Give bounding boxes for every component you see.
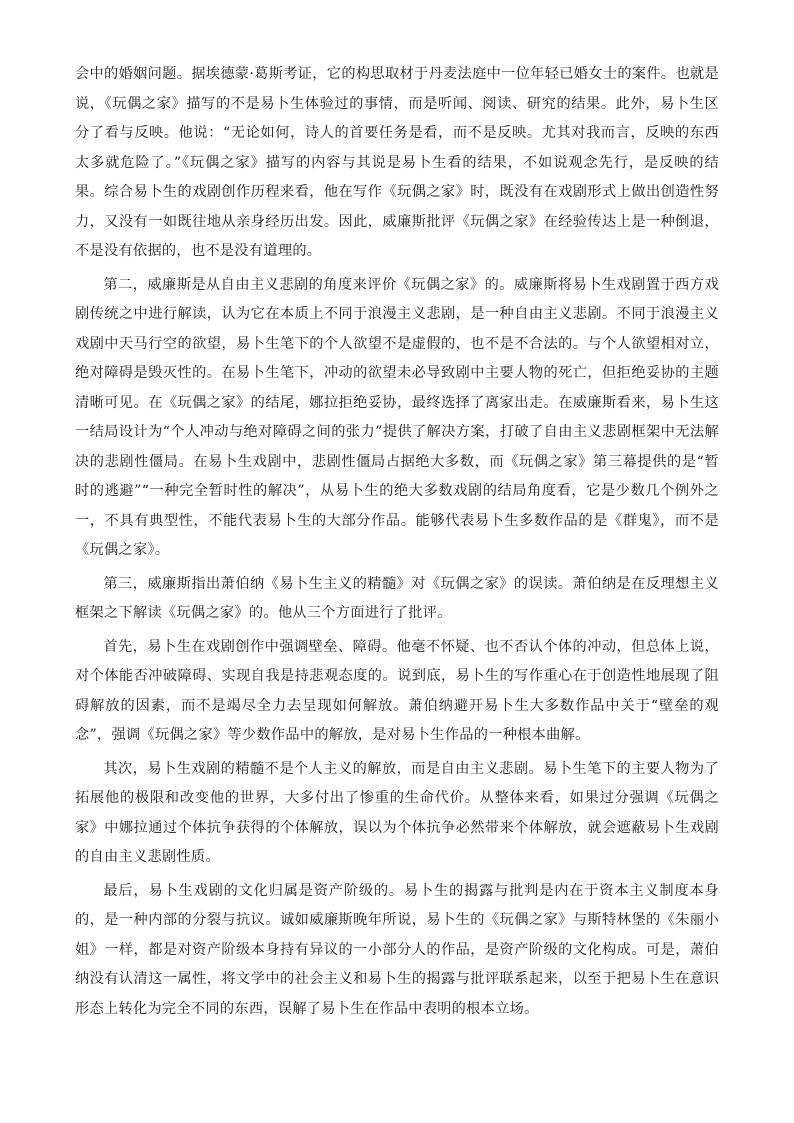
paragraph-third-point: 第三，威廉斯指出萧伯纳《易卜生主义的精髓》对《玩偶之家》的误读。萧伯纳是在反理想主义框架之下解读《玩偶之家》的。他从三个方面进行了批评。 <box>75 575 719 621</box>
paragraph-lastly: 最后，易卜生戏剧的文化归属是资产阶级的。易卜生的揭露与批判是内在于资本主义制度本身的，是一种内部的分裂与抗议。诚如威廉斯晚年所说，易卜生的《玩偶之家》与斯特林堡的《朱丽小姐》一样，都是对资产阶级本身持有异议的一小部分人的作品，是资产阶级的文化构成。可是，萧伯纳没有认清这一属性，将文学中的社会主义和易卜生的揭露与批评联系起来，以至于把易卜生在意识形态上转化为完全不同的东西，误解了易卜生在作品中表明的根本立场。 <box>75 882 719 1017</box>
paragraph-second-point: 第二，威廉斯是从自由主义悲剧的角度来评价《玩偶之家》的。威廉斯将易卜生戏剧置于西方戏剧传统之中进行解读，认为它在本质上不同于浪漫主义悲剧，是一种自由主义悲剧。不同于浪漫主义戏剧中天马行空的欲望，易卜生笔下的个人欲望不是虚假的，也不是不合法的。与个人欲望相对立，绝对障碍是毁灭性的。在易卜生笔下，冲动的欲望未必导致剧中主要人物的死亡，但拒绝妥协的主题清晰可见。在《玩偶之家》的结尾，娜拉拒绝妥协，最终选择了离家出走。在威廉斯看来，易卜生这一结局设计为“个人冲动与绝对障碍之间的张力”提供了解决方案，打破了自由主义悲剧框架中无法解决的悲剧性僵局。在易卜生戏剧中，悲剧性僵局占据绝大多数，而《玩偶之家》第三幕提供的是“暂时的逃避”“一种完全暂时性的解决”，从易卜生的绝大多数戏剧的结局角度看，它是少数几个例外之一，不具有典型性，不能代表易卜生的大部分作品。能够代表易卜生多数作品的是《群鬼》，而不是《玩偶之家》。 <box>75 276 719 558</box>
paragraph-secondly: 其次，易卜生戏剧的精髓不是个人主义的解放，而是自由主义悲剧。易卜生笔下的主要人物为了拓展他的极限和改变他的世界，大多付出了惨重的生命代价。从整体来看，如果过分强调《玩偶之家》中娜拉通过个体抗争获得的个体解放，误以为个体抗争必然带来个体解放，就会遮蔽易卜生戏剧的自由主义悲剧性质。 <box>75 760 719 865</box>
document-page <box>75 60 719 1028</box>
paragraph-firstly: 首先，易卜生在戏剧创作中强调壁垒、障碍。他毫不怀疑、也不否认个体的冲动，但总体上说，对个体能否冲破障碍、实现自我是持悲观态度的。说到底，易卜生的写作重心在于创造性地展现了阻碍解放的因素，而不是竭尽全力去呈现如何解放。萧伯纳避开易卜生大多数作品中关于“壁垒的观念”，强调《玩偶之家》等少数作品中的解放，是对易卜生作品的一种根本曲解。 <box>75 638 719 743</box>
paragraph-continuation: 会中的婚姻问题。据埃德蒙·葛斯考证，它的构思取材于丹麦法庭中一位年轻已婚女士的案件。也就是说，《玩偶之家》描写的不是易卜生体验过的事情，而是听闻、阅读、研究的结果。此外，易卜生区分了看与反映。他说：“无论如何，诗人的首要任务是看，而不是反映。尤其对我而言，反映的东西太多就危险了。”《玩偶之家》描写的内容与其说是易卜生看的结果，不如说观念先行，是反映的结果。综合易卜生的戏剧创作历程来看，他在写作《玩偶之家》时，既没有在戏剧形式上做出创造性努力，又没有一如既往地从亲身经历出发。因此，威廉斯批评《玩偶之家》在经验传达上是一种倒退，不是没有依据的，也不是没有道理的。 <box>75 66 719 259</box>
